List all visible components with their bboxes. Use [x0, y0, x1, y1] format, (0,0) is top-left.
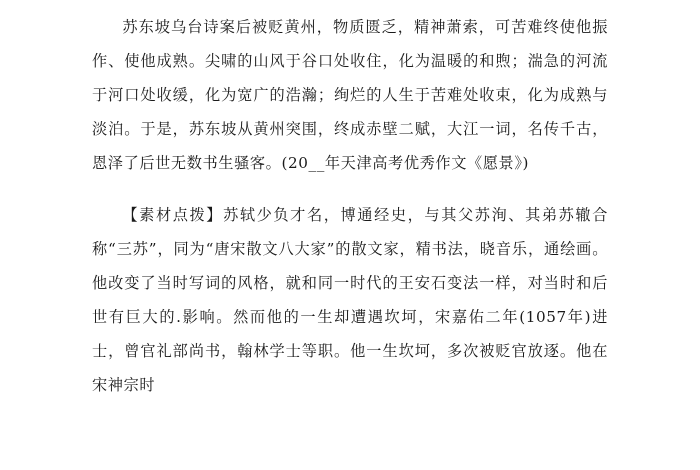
- document-body: [92, 10, 608, 402]
- paragraph-2: 【素材点拨】苏轼少负才名，博通经史，与其父苏洵、其弟苏辙合称“三苏”，同为“唐宋散文八大家”的散文家，精书法，晓音乐，通绘画。他改变了当时写词的风格，就和同一时代的王安石变法一样，对当时和后世有巨大的.影响。然而他的一生却遭遇坎坷，宋嘉佑二年(1057年)进士，曾官礼部尚书，翰林学士等职。他一生坎坷，多次被贬官放逐。他在宋神宗时: [92, 206, 608, 394]
- paragraph-1: 苏东坡乌台诗案后被贬黄州，物质匮乏，精神萧索，可苦难终使他振作、使他成熟。尖啸的山风于谷口处收住，化为温暖的和煦；湍急的河流于河口处收缓，化为宽广的浩瀚；绚烂的人生于苦难处收束，化为成熟与淡泊。于是，苏东坡从黄州突围，终成赤壁二赋，大江一词，名传千古，恩泽了后世无数书生骚客。(20__年天津高考优秀作文《愿景》): [92, 18, 608, 172]
